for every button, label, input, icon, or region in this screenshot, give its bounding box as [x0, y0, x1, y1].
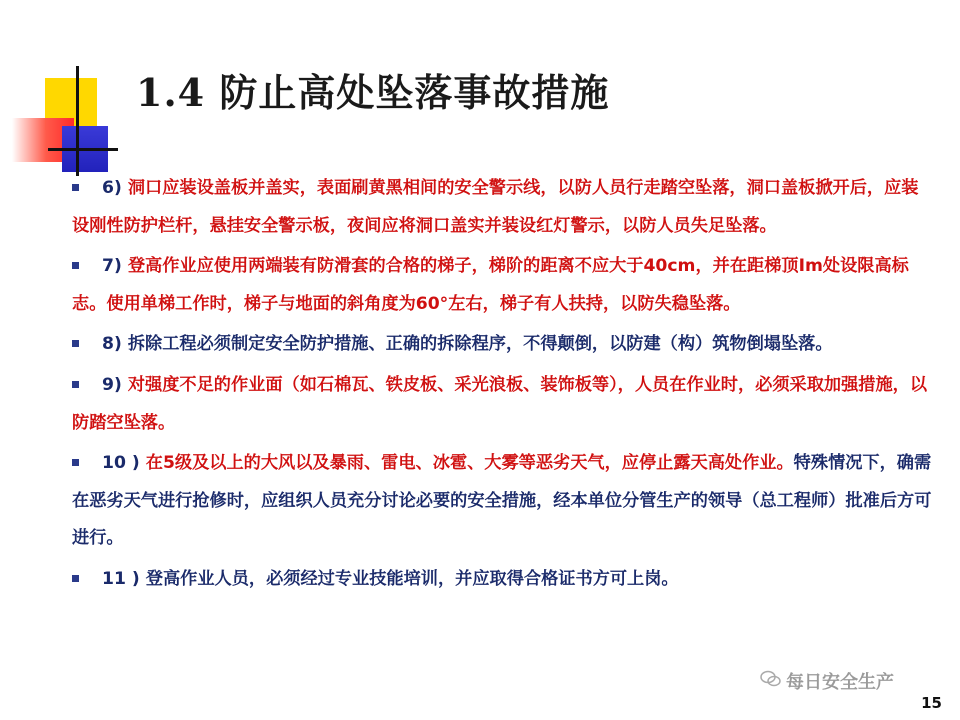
item-number: 7)	[102, 256, 122, 277]
list-item	[72, 445, 934, 558]
item-number: 8)	[102, 334, 122, 355]
item-number: 11 )	[102, 568, 140, 589]
square-bullet-icon	[72, 262, 79, 269]
item-text-red: 在5级及以上的大风以及暴雨、雷电、冰雹、大雾等恶劣天气，应停止露天高处作业。	[145, 453, 794, 474]
content-list	[72, 170, 934, 602]
item-number: 6)	[102, 178, 122, 198]
square-bullet-icon	[72, 459, 79, 466]
item-number: 10 )	[102, 453, 140, 474]
item-text: 登高作业人员，必须经过专业技能培训，并应取得合格证书方可上岗。	[145, 568, 679, 589]
square-bullet-icon	[72, 575, 79, 582]
item-text: 对强度不足的作业面（如石棉瓦、铁皮板、采光浪板、装饰板等），人员在作业时，必须采取加强措施，以防踏空坠落。	[72, 374, 928, 433]
watermark: 每日安全生产	[786, 672, 894, 693]
deco-horizontal-line	[48, 148, 118, 151]
item-number: 9)	[102, 374, 122, 395]
item-text: 登高作业应使用两端装有防滑套的合格的梯子，梯阶的距离不应大于40cm，并在距梯顶Im处设限高标志。使用单梯工作时，梯子与地面的斜角度为60°左右，梯子有人扶持，以防失稳坠落。	[72, 256, 909, 314]
list-item	[72, 561, 934, 599]
list-item	[72, 367, 934, 442]
item-text: 洞口应装设盖板并盖实，表面刷黄黑相间的安全警示线，以防人员行走踏空坠落，洞口盖板掀开后，应装设刚性防护栏杆，悬挂安全警示板，夜间应将洞口盖实并装设红灯警示，以防人员失足坠落。	[72, 178, 919, 236]
item-text-navy: 特殊情况下，确需在恶劣天气进行抢修时，应组织人员充分讨论必要的安全措施，经本单位分管生产的领导（总工程师）批准后方可进行。	[72, 453, 932, 549]
square-bullet-icon	[72, 381, 79, 388]
list-item	[72, 326, 934, 364]
item-text: 拆除工程必须制定安全防护措施、正确的拆除程序，不得颠倒，以防建（构）筑物倒塌坠落。	[127, 334, 833, 355]
page-number: 15	[921, 694, 942, 712]
list-item	[72, 248, 934, 323]
square-bullet-icon	[72, 340, 79, 347]
slide-title: 1.4 防止高处坠落事故措施	[136, 70, 610, 115]
square-bullet-icon	[72, 184, 79, 191]
list-item	[72, 170, 934, 245]
deco-vertical-line	[76, 66, 79, 176]
wechat-icon	[760, 670, 782, 688]
